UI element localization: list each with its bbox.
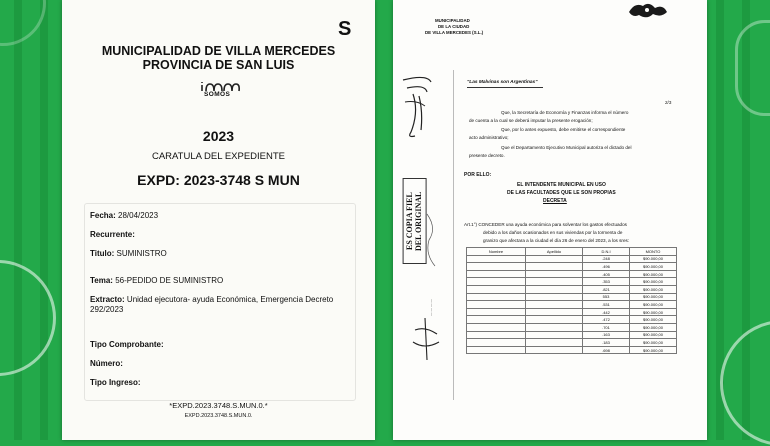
year: 2023: [202, 128, 235, 144]
table-body: [467, 255, 677, 354]
letterhead-line-1: MUNICIPALIDAD: [435, 18, 470, 23]
numero-field: [90, 359, 123, 368]
decree-page: [393, 0, 707, 440]
cell-nombre: [467, 323, 526, 331]
paragraph-3b: presente decreto.: [469, 153, 505, 158]
article-1-line-1: [464, 222, 627, 227]
article-1-line-2: debido a los daños ocasionados en sus viviendas por la tormenta de: [483, 230, 623, 235]
barcode-text: *EXPD.2023.3748.S.MUN.0.*: [169, 401, 268, 410]
signature-top: [397, 72, 437, 142]
cell-dni: .183: [583, 339, 630, 347]
cell-apellido: [526, 301, 583, 309]
letterhead-line-2: DE LA CIUDAD: [438, 24, 470, 29]
recurrente-field: [90, 230, 135, 239]
beneficiaries-table: [466, 247, 677, 354]
article-1-text: Art.1°) CONCEDER una ayuda económica para solventar los gastos efectuados: [464, 222, 627, 227]
letterhead-line-3: DE VILLA MERCEDES (S.L.): [425, 30, 484, 35]
stamp-line-1: ES COPIA FIEL: [405, 192, 414, 250]
fecha-value: 28/04/2023: [118, 211, 159, 220]
cell-nombre: [467, 263, 526, 271]
cell-apellido: [526, 331, 583, 339]
cell-nombre: [467, 331, 526, 339]
footer-code: EXPD.2023.3748.S.MUN.0.: [184, 413, 253, 419]
cell-dni: .821: [583, 285, 630, 293]
table-row: [467, 293, 677, 301]
intendente-line-2: DE LAS FACULTADES QUE LE SON PROPIAS: [507, 190, 616, 196]
municipality-title: MUNICIPALIDAD DE VILLA MERCEDES: [101, 44, 336, 58]
corner-letter: S: [338, 18, 352, 40]
por-ello: POR ELLO:: [464, 172, 492, 178]
caratula-heading: CARATULA DEL EXPEDIENTE: [151, 151, 286, 162]
cell-monto: $90.000,00: [630, 323, 677, 331]
paragraph-2b: acto administrativo;: [469, 135, 509, 140]
cell-monto: $90.000,00: [630, 301, 677, 309]
cell-apellido: [526, 316, 583, 324]
table-row: [467, 278, 677, 286]
extracto-value: Unidad ejecutora- ayuda Económica, Emergencia Decreto: [126, 295, 334, 304]
cell-nombre: [467, 278, 526, 286]
titulo-value: SUMINISTRO: [116, 249, 167, 258]
signature-bottom: [407, 316, 443, 364]
paragraph-1b: de cuenta a la cual se deberá imputar la presente erogación;: [469, 118, 593, 123]
stamp-line-2: DEL ORIGINAL: [413, 191, 423, 251]
coat-of-arms-icon: [625, 0, 671, 22]
expediente-cover-page: [62, 0, 375, 440]
cell-dni: .701: [583, 323, 630, 331]
cell-apellido: [526, 339, 583, 347]
cell-apellido: [526, 346, 583, 354]
cell-nombre: [467, 270, 526, 278]
titulo-label: Titulo:: [90, 249, 115, 258]
motto: "Las Malvinas son Argentinas": [467, 80, 538, 85]
cell-dni: .353: [583, 278, 630, 286]
table-row: [467, 323, 677, 331]
cell-apellido: [526, 263, 583, 271]
paragraph-1a: Que, la Secretaría de Economía y Finanzas informa el número: [501, 110, 629, 115]
cell-dni: .163: [583, 331, 630, 339]
cell-monto: $90.000,00: [630, 308, 677, 316]
extracto-field: [90, 295, 333, 304]
titulo-field: [90, 249, 167, 258]
extracto-value-continued: 292/2023: [90, 305, 124, 314]
cell-apellido: [526, 270, 583, 278]
cell-nombre: [467, 285, 526, 293]
table-row: [467, 270, 677, 278]
cell-monto: $90.000,00: [630, 346, 677, 354]
cell-monto: $90.000,00: [630, 331, 677, 339]
cell-nombre: [467, 308, 526, 316]
fecha-field: [90, 211, 158, 220]
signature-middle: [423, 210, 441, 270]
somos-logo-text: SOMOS: [204, 91, 231, 98]
motto-underline: [467, 87, 543, 88]
table-row: [467, 339, 677, 347]
table-row: [467, 263, 677, 271]
cell-dni: .405: [583, 270, 630, 278]
cell-monto: $90.000,00: [630, 263, 677, 271]
cell-apellido: [526, 323, 583, 331]
cell-apellido: [526, 285, 583, 293]
cell-dni: .698: [583, 346, 630, 354]
cell-dni: .531: [583, 301, 630, 309]
cell-monto: $90.000,00: [630, 255, 677, 263]
tipo-comprobante-label: Tipo Comprobante:: [90, 340, 164, 349]
table-row: [467, 331, 677, 339]
table-header-row: [467, 248, 677, 256]
cell-apellido: [526, 293, 583, 301]
table-row: [467, 285, 677, 293]
table-row: [467, 346, 677, 354]
cell-nombre: [467, 293, 526, 301]
cell-monto: $90.000,00: [630, 285, 677, 293]
decreta-heading: DECRETA: [543, 198, 567, 204]
page-number: 2/3: [665, 100, 672, 105]
numero-label: Número:: [90, 359, 123, 368]
cell-dni: .496: [583, 263, 630, 271]
intendente-line-1: EL INTENDENTE MUNICIPAL EN USO: [517, 182, 606, 188]
left-margin-line: [453, 70, 454, 400]
somos-logo: [200, 80, 240, 102]
cell-dni: 553: [583, 293, 630, 301]
col-header-nombre: Nombre: [467, 248, 526, 256]
col-header-dni: D.N.I: [583, 248, 630, 256]
background-arc: [720, 320, 770, 446]
extracto-label: Extracto:: [90, 295, 125, 304]
expediente-number: EXPD: 2023-3748 S MUN: [137, 172, 300, 188]
province-title: PROVINCIA DE SAN LUIS: [142, 58, 295, 72]
cell-dni: .442: [583, 308, 630, 316]
cell-nombre: [467, 339, 526, 347]
tipo-comprobante-field: [90, 340, 164, 349]
paragraph-2a: Que, por lo antes expuesto, debe emitirse el correspondiente: [501, 127, 626, 132]
cell-nombre: [467, 255, 526, 263]
table-row: [467, 316, 677, 324]
table-row: [467, 301, 677, 309]
tipo-ingreso-label: Tipo Ingreso:: [90, 378, 141, 387]
background-stripe: [14, 0, 22, 440]
cell-monto: $90.000,00: [630, 293, 677, 301]
fecha-label: Fecha:: [90, 211, 116, 220]
cell-dni: .472: [583, 316, 630, 324]
margin-stub-text: — — — —: [429, 299, 433, 316]
tema-field: [90, 276, 223, 285]
col-header-monto: MONTO: [630, 248, 677, 256]
cell-dni: .248: [583, 255, 630, 263]
cell-apellido: [526, 255, 583, 263]
cell-monto: $90.000,00: [630, 339, 677, 347]
tema-label: Tema:: [90, 276, 113, 285]
tema-value: 56-PEDIDO DE SUMINISTRO: [115, 276, 224, 285]
background-arc: [735, 20, 770, 116]
paragraph-3a: Que el Departamento Ejecutivo Municipal autoriza el dictado del: [501, 145, 632, 150]
cell-nombre: [467, 301, 526, 309]
background-stripe: [40, 0, 48, 440]
col-header-apellido: Apellido: [526, 248, 583, 256]
table-row: [467, 255, 677, 263]
cell-monto: $90.000,00: [630, 270, 677, 278]
tipo-ingreso-field: [90, 378, 141, 387]
article-1-line-3: granizo que afectara a la ciudad el día 26 de enero del 2023, a los sres:: [483, 238, 630, 243]
cell-monto: $90.000,00: [630, 278, 677, 286]
table-row: [467, 308, 677, 316]
cell-nombre: [467, 346, 526, 354]
cell-monto: $90.000,00: [630, 316, 677, 324]
cell-apellido: [526, 308, 583, 316]
cell-apellido: [526, 278, 583, 286]
cell-nombre: [467, 316, 526, 324]
recurrente-label: Recurrente:: [90, 230, 135, 239]
